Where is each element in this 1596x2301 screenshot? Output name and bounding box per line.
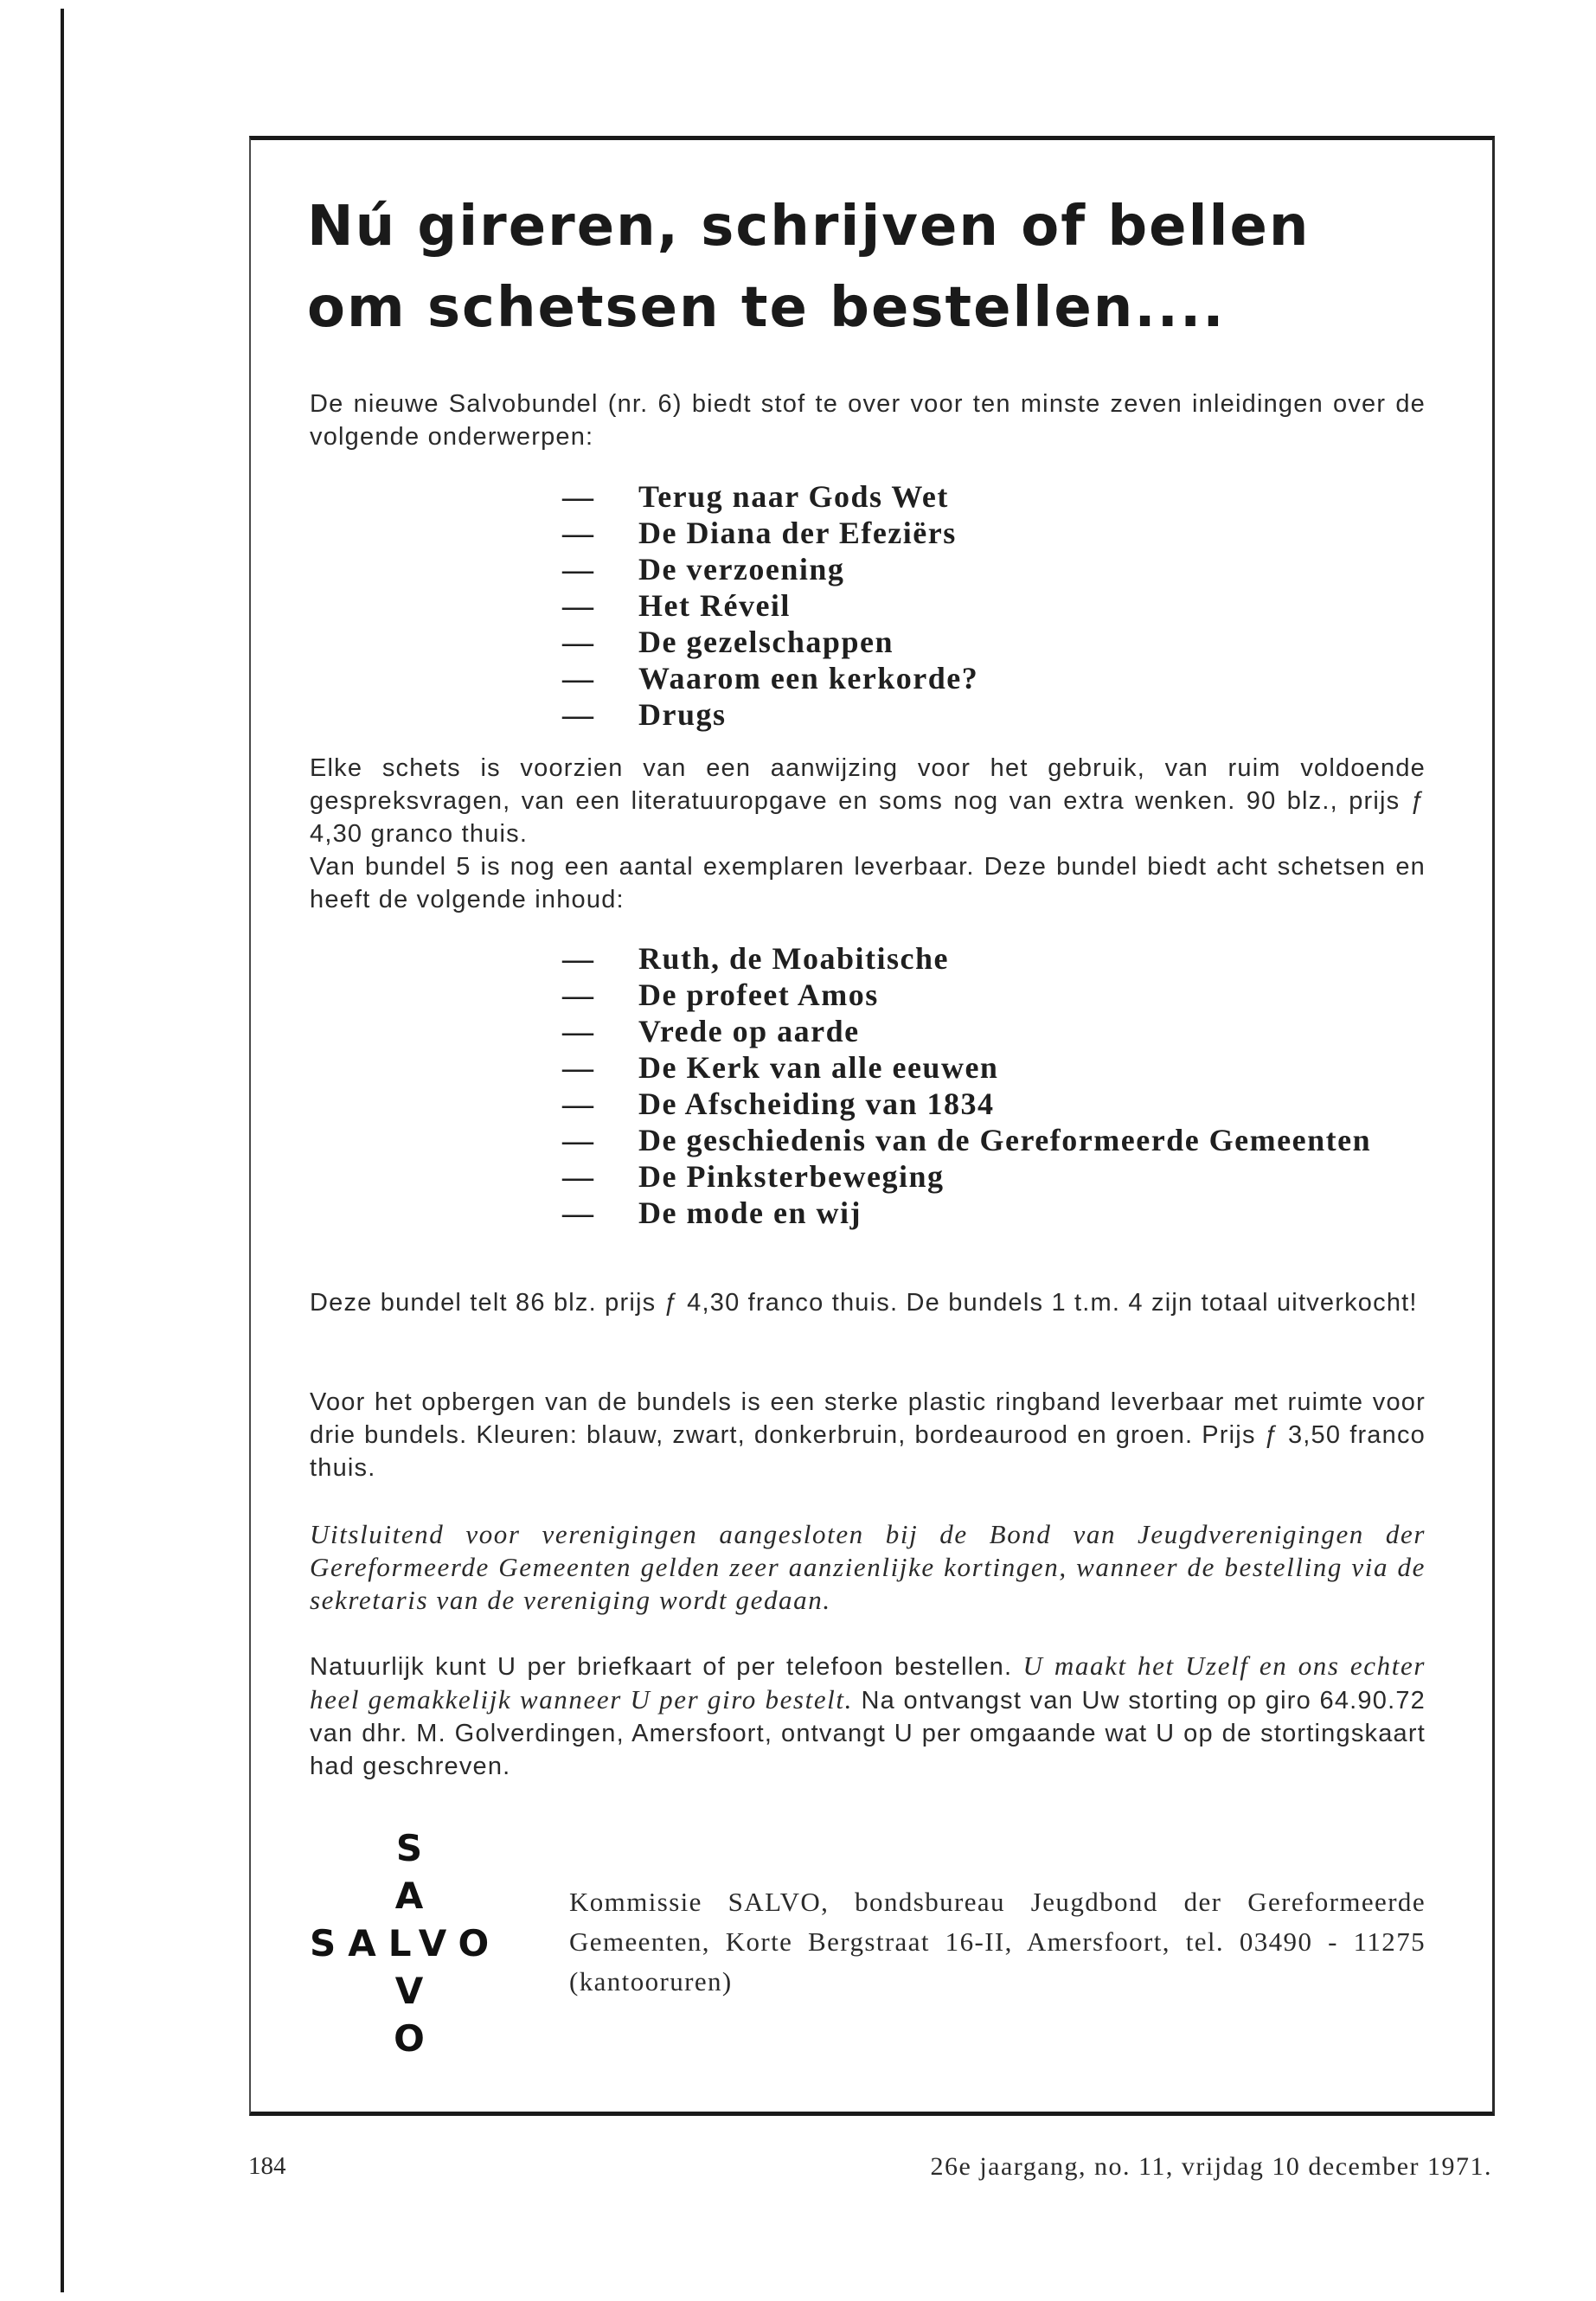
topic-label: Ruth, de Moabitische [638,941,950,976]
topic-label: De verzoening [638,552,845,586]
topic-item [562,624,978,660]
topic-label: De gezelschappen [638,625,894,659]
binding-edge-line [61,9,64,2292]
topic-label: De geschiedenis van de Gereformeerde Gemeenten [638,1123,1372,1157]
dash-mark: — [562,588,595,623]
dash-mark: — [562,516,595,550]
topic-label: De Afscheiding van 1834 [638,1086,995,1121]
topic-label: Terug naar Gods Wet [638,479,949,514]
logo-letter-o: O [394,2017,425,2060]
logo-letter-a: A [394,1875,424,1917]
salvo-logo [310,1827,526,2061]
bundle-5-intro: Van bundel 5 is nog een aantal exemplaren leverbaar. Deze bundel biedt acht schetsen en heeft de volgende inhoud: [310,853,1426,913]
topic-item [562,977,1417,1013]
topic-label: Het Réveil [638,588,791,623]
logo-letter-s: S [395,1827,423,1869]
dash-mark: — [562,941,595,976]
topic-item [562,515,978,551]
headline [307,186,1432,349]
dash-mark: — [562,1014,595,1048]
ordering-text-1: Natuurlijk kunt U per briefkaart of per telefoon bestellen. [310,1653,1023,1681]
ringband-paragraph: Voor het opbergen van de bundels is een sterke plastic ringband leverbaar met ruimte voor drie bundels. Kleuren: blauw, zwart, donkerbruin, bordeaurood en groen. Prijs ƒ 3,50 franco thuis. [310,1388,1426,1482]
topic-label: Vrede op aarde [638,1014,860,1048]
dash-mark: — [562,697,595,732]
topic-list-bundle-5 [562,940,1417,1231]
contact-info: Kommissie SALVO, bondsbureau Jeugdbond der Gereformeerde Gemeenten, Korte Bergstraat 16-II, Amersfoort, tel. 03490 - 11275 (kantooruren) [569,1887,1426,1997]
topic-item [562,1013,1417,1049]
ordering-paragraph [310,1650,1426,1783]
topic-item [562,1195,1417,1231]
topic-item [562,587,978,624]
topic-item [562,1122,1417,1158]
dash-mark: — [562,977,595,1012]
ordering-text-italic: U maakt het Uzelf en ons echter heel gemakkelijk wanneer U per giro bestelt. [310,1650,1426,1715]
topic-item [562,660,978,696]
topic-item [562,1086,1417,1122]
topic-label: Waarom een kerkorde? [638,661,979,695]
issue-info: 26e jaargang, no. 11, vrijdag 10 december 1971. [930,2152,1492,2181]
dash-mark: — [562,1159,595,1194]
topic-label: De profeet Amos [638,977,879,1012]
topic-item [562,478,978,515]
topic-item [562,940,1417,977]
headline-line-2: om schetsen te bestellen.... [307,276,1226,340]
topic-item [562,1049,1417,1086]
dash-mark: — [562,625,595,659]
intro-paragraph: De nieuwe Salvobundel (nr. 6) biedt stof te over voor ten minste zeven inleidingen over de volgende onderwerpen: [310,390,1426,451]
logo-letter-v: V [394,1970,424,2012]
topic-list-bundle-6 [562,478,978,733]
discount-note: Uitsluitend voor verenigingen aangesloten bij de Bond van Jeugdverenigingen der Gereformeerde Gemeenten gelden zeer aanzienlijke kortingen, wanneer de bestelling via de sekretaris van de vereniging wordt gedaan. [310,1519,1426,1615]
ordering-text-3: Na ontvangst van Uw storting op giro 64.90.72 van dhr. M. Golverdingen, Amersfoort, ontvangt U per omgaande wat U op de stortingskaart had geschreven. [310,1687,1426,1780]
bundle-5-description: Deze bundel telt 86 blz. prijs ƒ 4,30 franco thuis. De bundels 1 t.m. 4 zijn totaal uitverkocht! [310,1289,1418,1317]
dash-mark: — [562,479,595,514]
dash-mark: — [562,552,595,586]
dash-mark: — [562,1195,595,1230]
topic-item [562,1158,1417,1195]
topic-label: De mode en wij [638,1195,862,1230]
page-number: 184 [248,2152,286,2180]
topic-label: De Kerk van alle eeuwen [638,1050,999,1085]
topic-item [562,696,978,733]
bundle-6-description: Elke schets is voorzien van een aanwijzing voor het gebruik, van ruim voldoende gespreksvragen, van een literatuuropgave en soms nog van extra wenken. 90 blz., prijs ƒ 4,30 granco thuis. [310,754,1426,848]
dash-mark: — [562,1086,595,1121]
topic-label: De Diana der Efeziërs [638,516,957,550]
dash-mark: — [562,1050,595,1085]
topic-label: Drugs [638,697,727,732]
headline-line-1: Nú gireren, schrijven of bellen [307,195,1311,259]
topic-item [562,551,978,587]
logo-salvo-word: SALVO [310,1922,502,1965]
dash-mark: — [562,1123,595,1157]
dash-mark: — [562,661,595,695]
topic-label: De Pinksterbeweging [638,1159,945,1194]
